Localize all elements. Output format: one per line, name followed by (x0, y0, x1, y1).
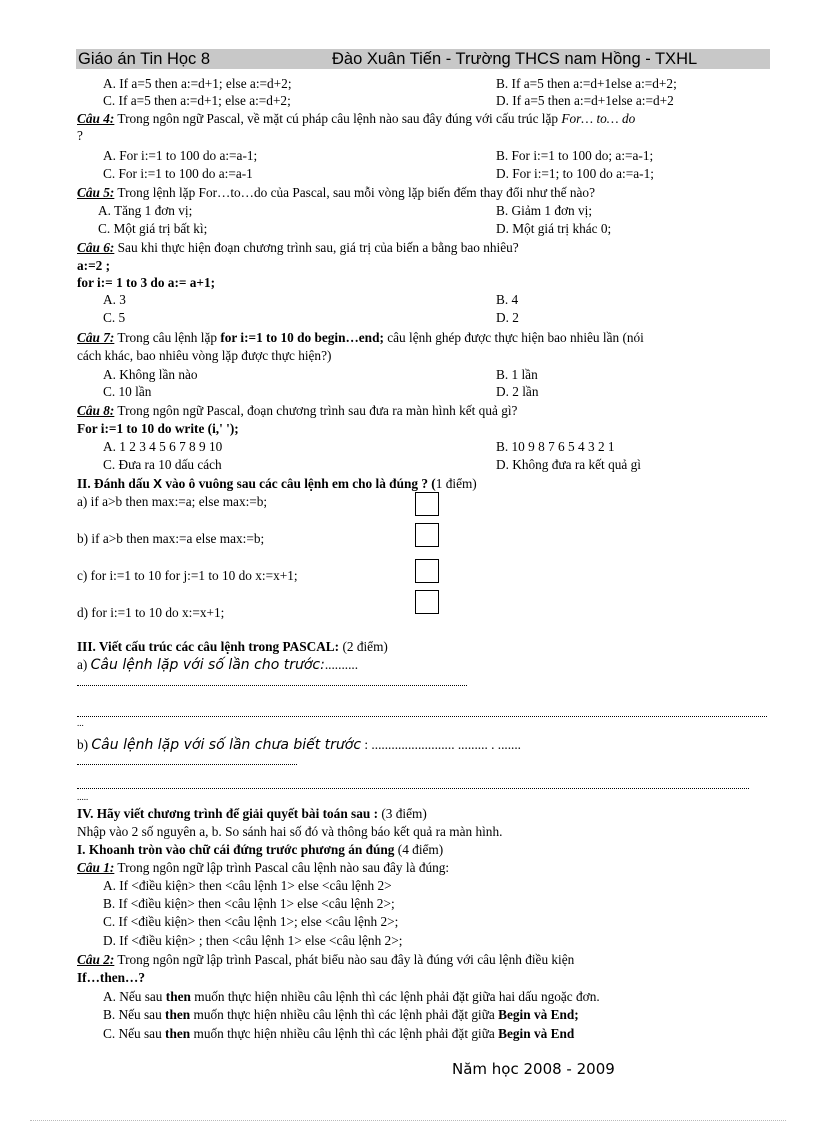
q2-option-b: B. Nếu sau then muốn thực hiện nhiều câu lệnh thì các lệnh phải đặt giữa Begin và End; (103, 1007, 579, 1022)
q4-option-d: D. For i:=1; to 100 do a:=a-1; (496, 166, 654, 181)
dots-fragment: ..... (77, 792, 89, 802)
question-7: Câu 7: Trong câu lệnh lặp for i:=1 to 10 do begin…end; câu lệnh ghép được thực hiện bao nhiêu lần (nói (77, 330, 644, 345)
question-2: Câu 2: Trong ngôn ngữ lập trình Pascal, phát biểu nào sau đây là đúng với câu lệnh điều kiện (77, 952, 575, 967)
q6-option-b: B. 4 (496, 292, 519, 307)
prev-option-d: D. If a=5 then a:=d+1else a:=d+2 (496, 93, 674, 108)
q7-option-c: C. 10 lần (103, 384, 152, 399)
answer-line[interactable] (77, 685, 467, 686)
statement-d: d) for i:=1 to 10 do x:=x+1; (77, 605, 225, 620)
section-1-title: I. Khoanh tròn vào chữ cái đứng trước phương án đúng (4 điểm) (77, 842, 444, 857)
q8-code: For i:=1 to 10 do write (i,' '); (77, 421, 239, 436)
section-3-b: b) Câu lệnh lặp với số lần chưa biết trước : ......................... ......... . ....... (77, 737, 522, 753)
question-1: Câu 1: Trong ngôn ngữ lập trình Pascal câu lệnh nào sau đây là đúng: (77, 860, 450, 875)
q1-option-d: D. If <điều kiện> ; then <câu lệnh 1> else <câu lệnh 2>; (103, 933, 403, 948)
dots-fragment: ... (77, 718, 84, 728)
page-footer: Năm học 2008 - 2009 (452, 1060, 615, 1078)
q4-option-a: A. For i:=1 to 100 do a:=a-1; (103, 148, 258, 163)
q4-option-b: B. For i:=1 to 100 do; a:=a-1; (496, 148, 654, 163)
answer-line[interactable] (77, 788, 749, 789)
q1-option-a: A. If <điều kiện> then <câu lệnh 1> else <câu lệnh 2> (103, 878, 392, 893)
q5-option-d: D. Một giá trị khác 0; (496, 221, 612, 236)
q6-option-c: C. 5 (103, 310, 126, 325)
section-4-title: IV. Hãy viết chương trình để giải quyết bài toán sau : (3 điểm) (77, 806, 427, 821)
q2-option-a: A. Nếu sau then muốn thực hiện nhiều câu lệnh thì các lệnh phải đặt giữa hai dấu ngoặc đơn. (103, 989, 600, 1004)
q6-code-line-1: a:=2 ; (77, 258, 111, 273)
q8-option-c: C. Đưa ra 10 dấu cách (103, 457, 222, 472)
q6-option-d: D. 2 (496, 310, 519, 325)
statement-b: b) if a>b then max:=a else max:=b; (77, 531, 265, 546)
page-bottom-border (30, 1120, 786, 1121)
header-left: Giáo án Tin Học 8 (78, 50, 211, 68)
prev-option-b: B. If a=5 then a:=d+1else a:=d+2; (496, 76, 677, 91)
q1-option-c: C. If <điều kiện> then <câu lệnh 1>; else <câu lệnh 2>; (103, 914, 399, 929)
section-3-a: a) Câu lệnh lặp với số lần cho trước:.......... (77, 657, 359, 673)
q2-option-c: C. Nếu sau then muốn thực hiện nhiều câu lệnh thì các lệnh phải đặt giữa Begin và End (103, 1026, 575, 1041)
checkbox-b[interactable] (415, 523, 439, 547)
checkbox-a[interactable] (415, 492, 439, 516)
prev-option-c: C. If a=5 then a:=d+1; else a:=d+2; (103, 93, 291, 108)
answer-line[interactable] (77, 716, 767, 717)
checkbox-c[interactable] (415, 559, 439, 583)
q7-option-a: A. Không lần nào (103, 367, 198, 382)
statement-c: c) for i:=1 to 10 for j:=1 to 10 do x:=x+1; (77, 568, 298, 583)
q5-option-b: B. Giảm 1 đơn vị; (496, 203, 593, 218)
question-6: Câu 6: Sau khi thực hiện đoạn chương trình sau, giá trị của biến a bằng bao nhiêu? (77, 240, 519, 255)
q8-option-b: B. 10 9 8 7 6 5 4 3 2 1 (496, 439, 615, 454)
checkbox-d[interactable] (415, 590, 439, 614)
question-8: Câu 8: Trong ngôn ngữ Pascal, đoạn chương trình sau đưa ra màn hình kết quả gì? (77, 403, 518, 418)
prev-option-a: A. If a=5 then a:=d+1; else a:=d+2; (103, 76, 292, 91)
page-header (76, 49, 770, 69)
question-5: Câu 5: Trong lệnh lặp For…to…do của Pascal, sau mỗi vòng lặp biến đếm thay đổi như thế nào? (77, 185, 595, 200)
q6-code-line-2: for i:= 1 to 3 do a:= a+1; (77, 275, 216, 290)
q7-option-b: B. 1 lần (496, 367, 538, 382)
section-3-title: III. Viết cấu trúc các câu lệnh trong PASCAL: (2 điểm) (77, 639, 388, 654)
q1-option-b: B. If <điều kiện> then <câu lệnh 1> else <câu lệnh 2>; (103, 896, 395, 911)
question-2-line-2: If…then…? (77, 970, 145, 985)
q5-option-a: A. Tăng 1 đơn vị; (98, 203, 193, 218)
question-4: Câu 4: Trong ngôn ngữ Pascal, về mặt cú pháp câu lệnh nào sau đây đúng với cấu trúc lặp For… to… do (77, 111, 636, 126)
q6-option-a: A. 3 (103, 292, 126, 307)
section-2-title: II. Đánh dấu X vào ô vuông sau các câu lệnh em cho là đúng ? (1 điểm) (77, 476, 477, 491)
answer-line[interactable] (77, 764, 297, 765)
q8-option-d: D. Không đưa ra kết quả gì (496, 457, 641, 472)
section-4-text: Nhập vào 2 số nguyên a, b. So sánh hai số đó và thông báo kết quả ra màn hình. (77, 824, 503, 839)
statement-a: a) if a>b then max:=a; else max:=b; (77, 494, 268, 509)
q4-option-c: C. For i:=1 to 100 do a:=a-1 (103, 166, 253, 181)
q8-option-a: A. 1 2 3 4 5 6 7 8 9 10 (103, 439, 223, 454)
q5-option-c: C. Một giá trị bất kì; (98, 221, 208, 236)
question-7-line-2: cách khác, bao nhiêu vòng lặp được thực hiện?) (77, 348, 332, 363)
question-4-tail: ? (77, 128, 83, 143)
header-right: Đào Xuân Tiến - Trường THCS nam Hồng - TXHL (332, 50, 698, 68)
q7-option-d: D. 2 lần (496, 384, 539, 399)
